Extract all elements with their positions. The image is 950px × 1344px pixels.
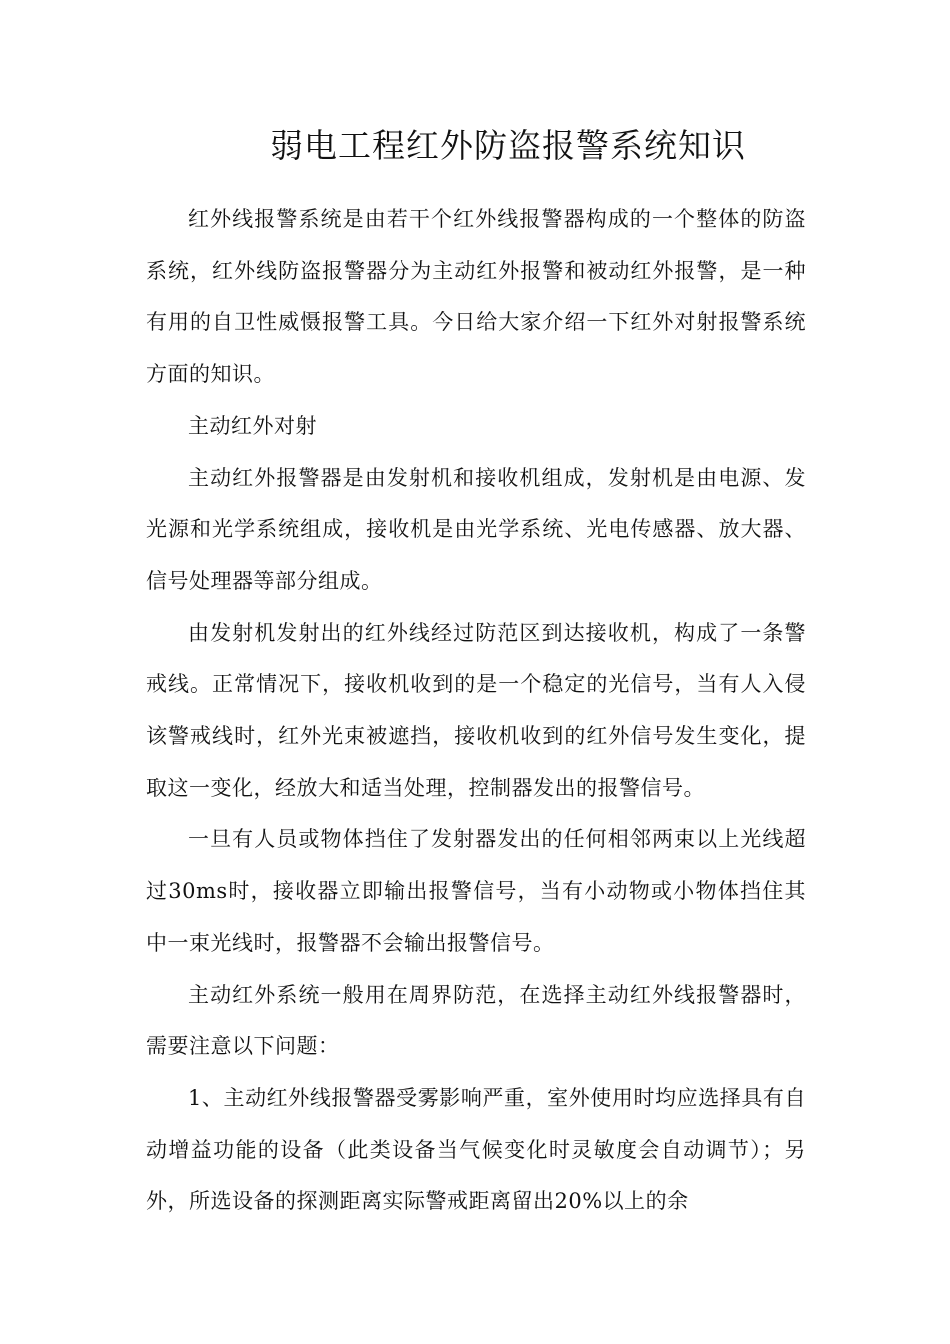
paragraph-usage: 主动红外系统一般用在周界防范，在选择主动红外线报警器时，需要注意以下问题： xyxy=(146,982,806,1059)
document-title: 弱电工程红外防盗报警系统知识 xyxy=(270,126,746,165)
paragraph-principle: 由发射机发射出的红外线经过防范区到达接收机，构成了一条警戒线。正常情况下，接收机收到的是一个稳定的光信号，当有人入侵该警戒线时，红外光束被遮挡，接收机收到的红外信号发生变化，提取这一变化，经放大和适当处理，控制器发出的报警信号。 xyxy=(146,620,806,800)
paragraph-intro: 红外线报警系统是由若干个红外线报警器构成的一个整体的防盗系统，红外线防盗报警器分为主动红外报警和被动红外报警，是一种有用的自卫性威慑报警工具。今日给大家介绍一下红外对射报警系统方面的知识。 xyxy=(146,207,806,387)
document-body xyxy=(146,194,806,1228)
paragraph-components: 主动红外报警器是由发射机和接收机组成，发射机是由电源、发光源和光学系统组成，接收机是由光学系统、光电传感器、放大器、信号处理器等部分组成。 xyxy=(146,465,806,593)
paragraph-trigger: 一旦有人员或物体挡住了发射器发出的任何相邻两束以上光线超过30ms时，接收器立即输出报警信号，当有小动物或小物体挡住其中一束光线时，报警器不会输出报警信号。 xyxy=(146,827,806,955)
paragraph-note-1: 1、主动红外线报警器受雾影响严重，室外使用时均应选择具有自动增益功能的设备（此类设备当气候变化时灵敏度会自动调节）；另外，所选设备的探测距离实际警戒距离留出20%以上的余 xyxy=(146,1085,806,1214)
section-heading-active-infrared: 主动红外对射 xyxy=(188,413,317,438)
